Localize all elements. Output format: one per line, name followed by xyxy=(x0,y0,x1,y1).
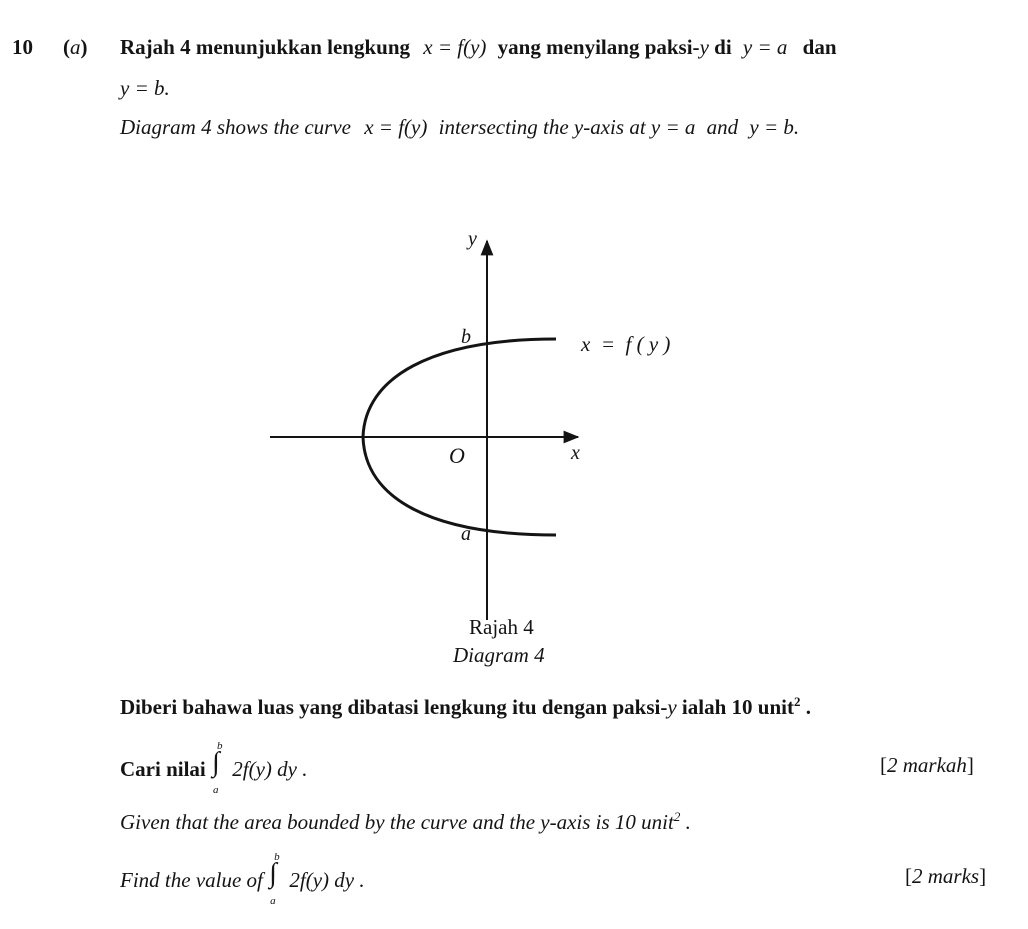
english-intro-and: and xyxy=(706,115,739,139)
integral-sign-icon: ∫ xyxy=(212,747,220,778)
equation-b: y = b. xyxy=(120,76,170,100)
find-malay xyxy=(120,740,308,796)
lower-intercept-label: a xyxy=(461,523,471,545)
integrand-malay: 2f(y) dy . xyxy=(232,757,308,781)
curve-equation-en: x = f(y) xyxy=(364,115,428,139)
integral-upper-limit-en: b xyxy=(274,851,280,863)
equation-a: y = a xyxy=(742,35,788,59)
equation-b-en: y = b. xyxy=(749,115,800,139)
question-number: 10 xyxy=(12,35,33,59)
y-variable: y xyxy=(699,35,709,59)
given-english-period: . xyxy=(685,810,691,834)
caption-english: Diagram 4 xyxy=(453,643,545,667)
given-malay-ialah: ialah 10 unit xyxy=(681,695,794,719)
y-axis-label: y xyxy=(468,228,477,250)
integral-upper-limit: b xyxy=(217,740,223,752)
malay-intro-di: di xyxy=(714,35,732,59)
exponent-english: 2 xyxy=(673,809,681,824)
find-malay-text: Cari nilai xyxy=(120,757,206,781)
find-english-text: Find the value of xyxy=(120,868,263,892)
marks-english: [2 marks] xyxy=(905,864,987,888)
malay-intro-text: Rajah 4 menunjukkan lengkung xyxy=(120,35,411,59)
origin-label: O xyxy=(449,443,465,468)
given-english xyxy=(120,809,691,834)
find-english xyxy=(120,851,365,907)
integral-english xyxy=(268,851,284,907)
x-axis-label: x xyxy=(571,442,580,464)
upper-intercept-label: b xyxy=(461,326,471,348)
integral-lower-limit: a xyxy=(213,784,219,796)
curve-label: x = f ( y ) xyxy=(581,332,671,356)
malay-intro-dan: dan xyxy=(802,35,837,59)
question-part: (a) xyxy=(63,35,88,59)
english-intro-text: Diagram 4 shows the curve xyxy=(120,115,351,139)
english-intro-mid: intersecting the y-axis at xyxy=(438,115,646,139)
integral-malay xyxy=(211,740,227,796)
caption-malay: Rajah 4 xyxy=(469,615,534,639)
malay-intro-mid: yang menyilang paksi- xyxy=(497,35,700,59)
integral-lower-limit-en: a xyxy=(270,895,276,907)
curve-equation: x = f(y) xyxy=(423,35,487,59)
given-malay-y: y xyxy=(667,695,677,719)
exponent-malay: 2 xyxy=(793,694,801,709)
given-malay-text: Diberi bahawa luas yang dibatasi lengkung itu dengan paksi- xyxy=(120,695,668,719)
given-english-text: Given that the area bounded by the curve and the y-axis is 10 unit xyxy=(120,810,674,834)
given-malay xyxy=(120,694,811,719)
integrand-english: 2f(y) dy . xyxy=(289,868,365,892)
marks-malay: [2 markah] xyxy=(880,753,974,777)
equation-a-en: y = a xyxy=(650,115,696,139)
given-malay-period: . xyxy=(805,695,811,719)
integral-sign-icon-en: ∫ xyxy=(269,858,277,889)
